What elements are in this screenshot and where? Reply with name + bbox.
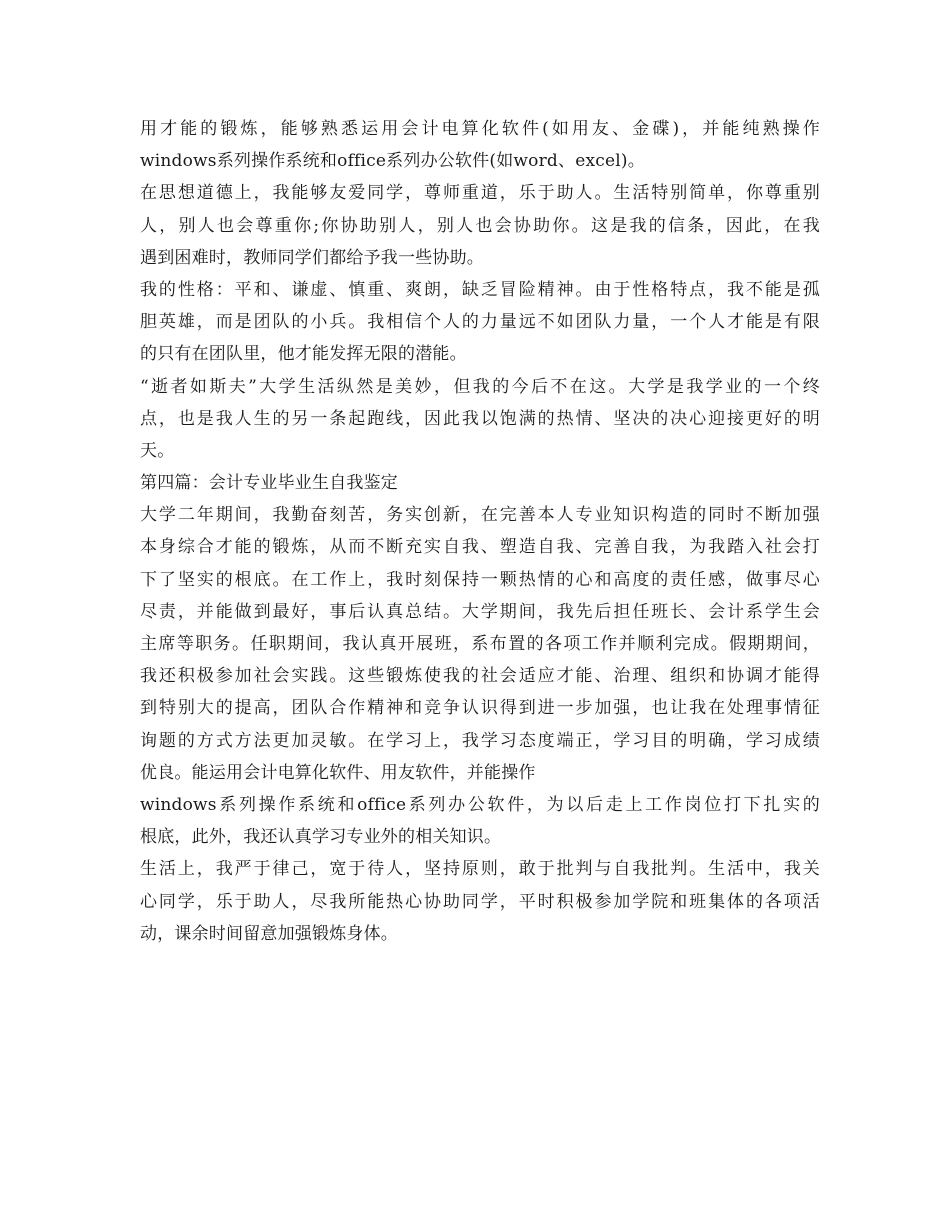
text-line: 我的性格：平和、谦虚、慎重、爽朗，缺乏冒险精神。由于性格特点，我不能是孤 <box>140 279 820 300</box>
text-line: windows系列操作系统和office系列办公软件(如word、excel)。 <box>140 151 645 172</box>
text-line: 本身综合才能的锻炼，从而不断充实自我、塑造自我、完善自我，为我踏入社会打 <box>140 537 820 558</box>
text-line: 动，课余时间留意加强锻炼身体。 <box>140 923 398 944</box>
text-line: 优良。能运用会计电算化软件、用友软件，并能操作 <box>140 762 536 783</box>
text-line: 询题的方式方法更加灵敏。在学习上，我学习态度端正，学习目的明确，学习成绩 <box>140 730 820 751</box>
text-line: 到特别大的提高，团队合作精神和竞争认识得到进一步加强，也让我在处理事情征 <box>140 698 820 719</box>
text-line: 天。 <box>140 440 175 461</box>
text-line: 的只有在团队里，他才能发挥无限的潜能。 <box>140 344 467 365</box>
section-heading: 第四篇：会计专业毕业生自我鉴定 <box>140 473 398 494</box>
text-line: 用才能的锻炼，能够熟悉运用会计电算化软件(如用友、金碟)，并能纯熟操作 <box>140 119 820 139</box>
text-line: 尽责，并能做到最好，事后认真总结。大学期间，我先后担任班长、会计系学生会 <box>140 601 820 622</box>
text-line: 胆英雄，而是团队的小兵。我相信个人的力量远不如团队力量，一个人才能是有限 <box>140 312 820 333</box>
text-line: 主席等职务。任职期间，我认真开展班，系布置的各项工作并顺利完成。假期期间， <box>140 634 820 654</box>
document-body <box>140 113 820 950</box>
text-line: 点，也是我人生的另一条起跑线，因此我以饱满的热情、坚决的决心迎接更好的明 <box>140 408 820 429</box>
text-line: 人，别人也会尊重你;你协助别人，别人也会协助你。这是我的信条，因此，在我 <box>140 215 820 236</box>
text-line: 大学二年期间，我勤奋刻苦，务实创新，在完善本人专业知识构造的同时不断加强 <box>140 505 820 526</box>
text-line: 生活上，我严于律己，宽于待人，坚持原则，敢于批判与自我批判。生活中，我关 <box>140 859 820 880</box>
text-line: 下了坚实的根底。在工作上，我时刻保持一颗热情的心和高度的责任感，做事尽心 <box>140 569 820 590</box>
text-line: 根底，此外，我还认真学习专业外的相关知识。 <box>140 827 502 848</box>
text-line: 心同学，乐于助人，尽我所能热心协助同学，平时积极参加学院和班集体的各项活 <box>140 891 820 912</box>
text-line: 遇到困难时，教师同学们都给予我一些协助。 <box>140 247 484 268</box>
text-line: 在思想道德上，我能够友爱同学，尊师重道，乐于助人。生活特别简单，你尊重别 <box>140 183 820 204</box>
text-line: “逝者如斯夫”大学生活纵然是美妙，但我的今后不在这。大学是我学业的一个终 <box>140 376 820 397</box>
text-line: windows系列操作系统和office系列办公软件，为以后走上工作岗位打下扎实的 <box>140 794 820 815</box>
text-line: 我还积极参加社会实践。这些锻炼使我的社会适应才能、治理、组织和协调才能得 <box>140 666 820 687</box>
